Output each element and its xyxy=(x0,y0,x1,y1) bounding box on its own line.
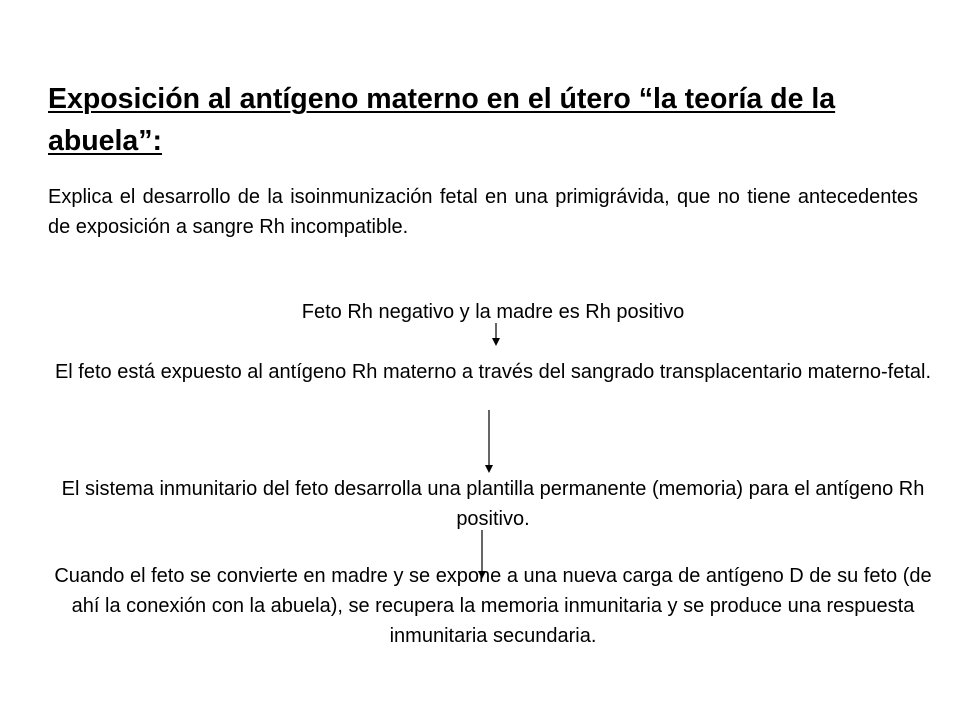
flow-step-2: El feto está expuesto al antígeno Rh materno a través del sangrado transplacentario materno-fetal. xyxy=(54,361,932,383)
arrow-down-icon xyxy=(489,323,503,347)
flow-step-1: Feto Rh negativo y la madre es Rh positivo xyxy=(301,301,685,323)
flow-step-3: El sistema inmunitario del feto desarrolla una plantilla permanente (memoria) para el antígeno Rh positivo. xyxy=(61,478,925,530)
slide-title: Exposición al antígeno materno en el útero “la teoría de la abuela”: xyxy=(48,83,836,157)
flow-step-4: Cuando el feto se convierte en madre y se expone a una nueva carga de antígeno D de su feto (de ahí la conexión con la abuela), se recupera la memoria inmunitaria y se produce una respuesta inmunitaria secundaria. xyxy=(54,565,932,647)
arrow-down-icon xyxy=(482,410,496,474)
intro-paragraph: Explica el desarrollo de la isoinmunización fetal en una primigrávida, que no tiene antecedentes de exposición a sangre Rh incompatible. xyxy=(48,186,918,238)
